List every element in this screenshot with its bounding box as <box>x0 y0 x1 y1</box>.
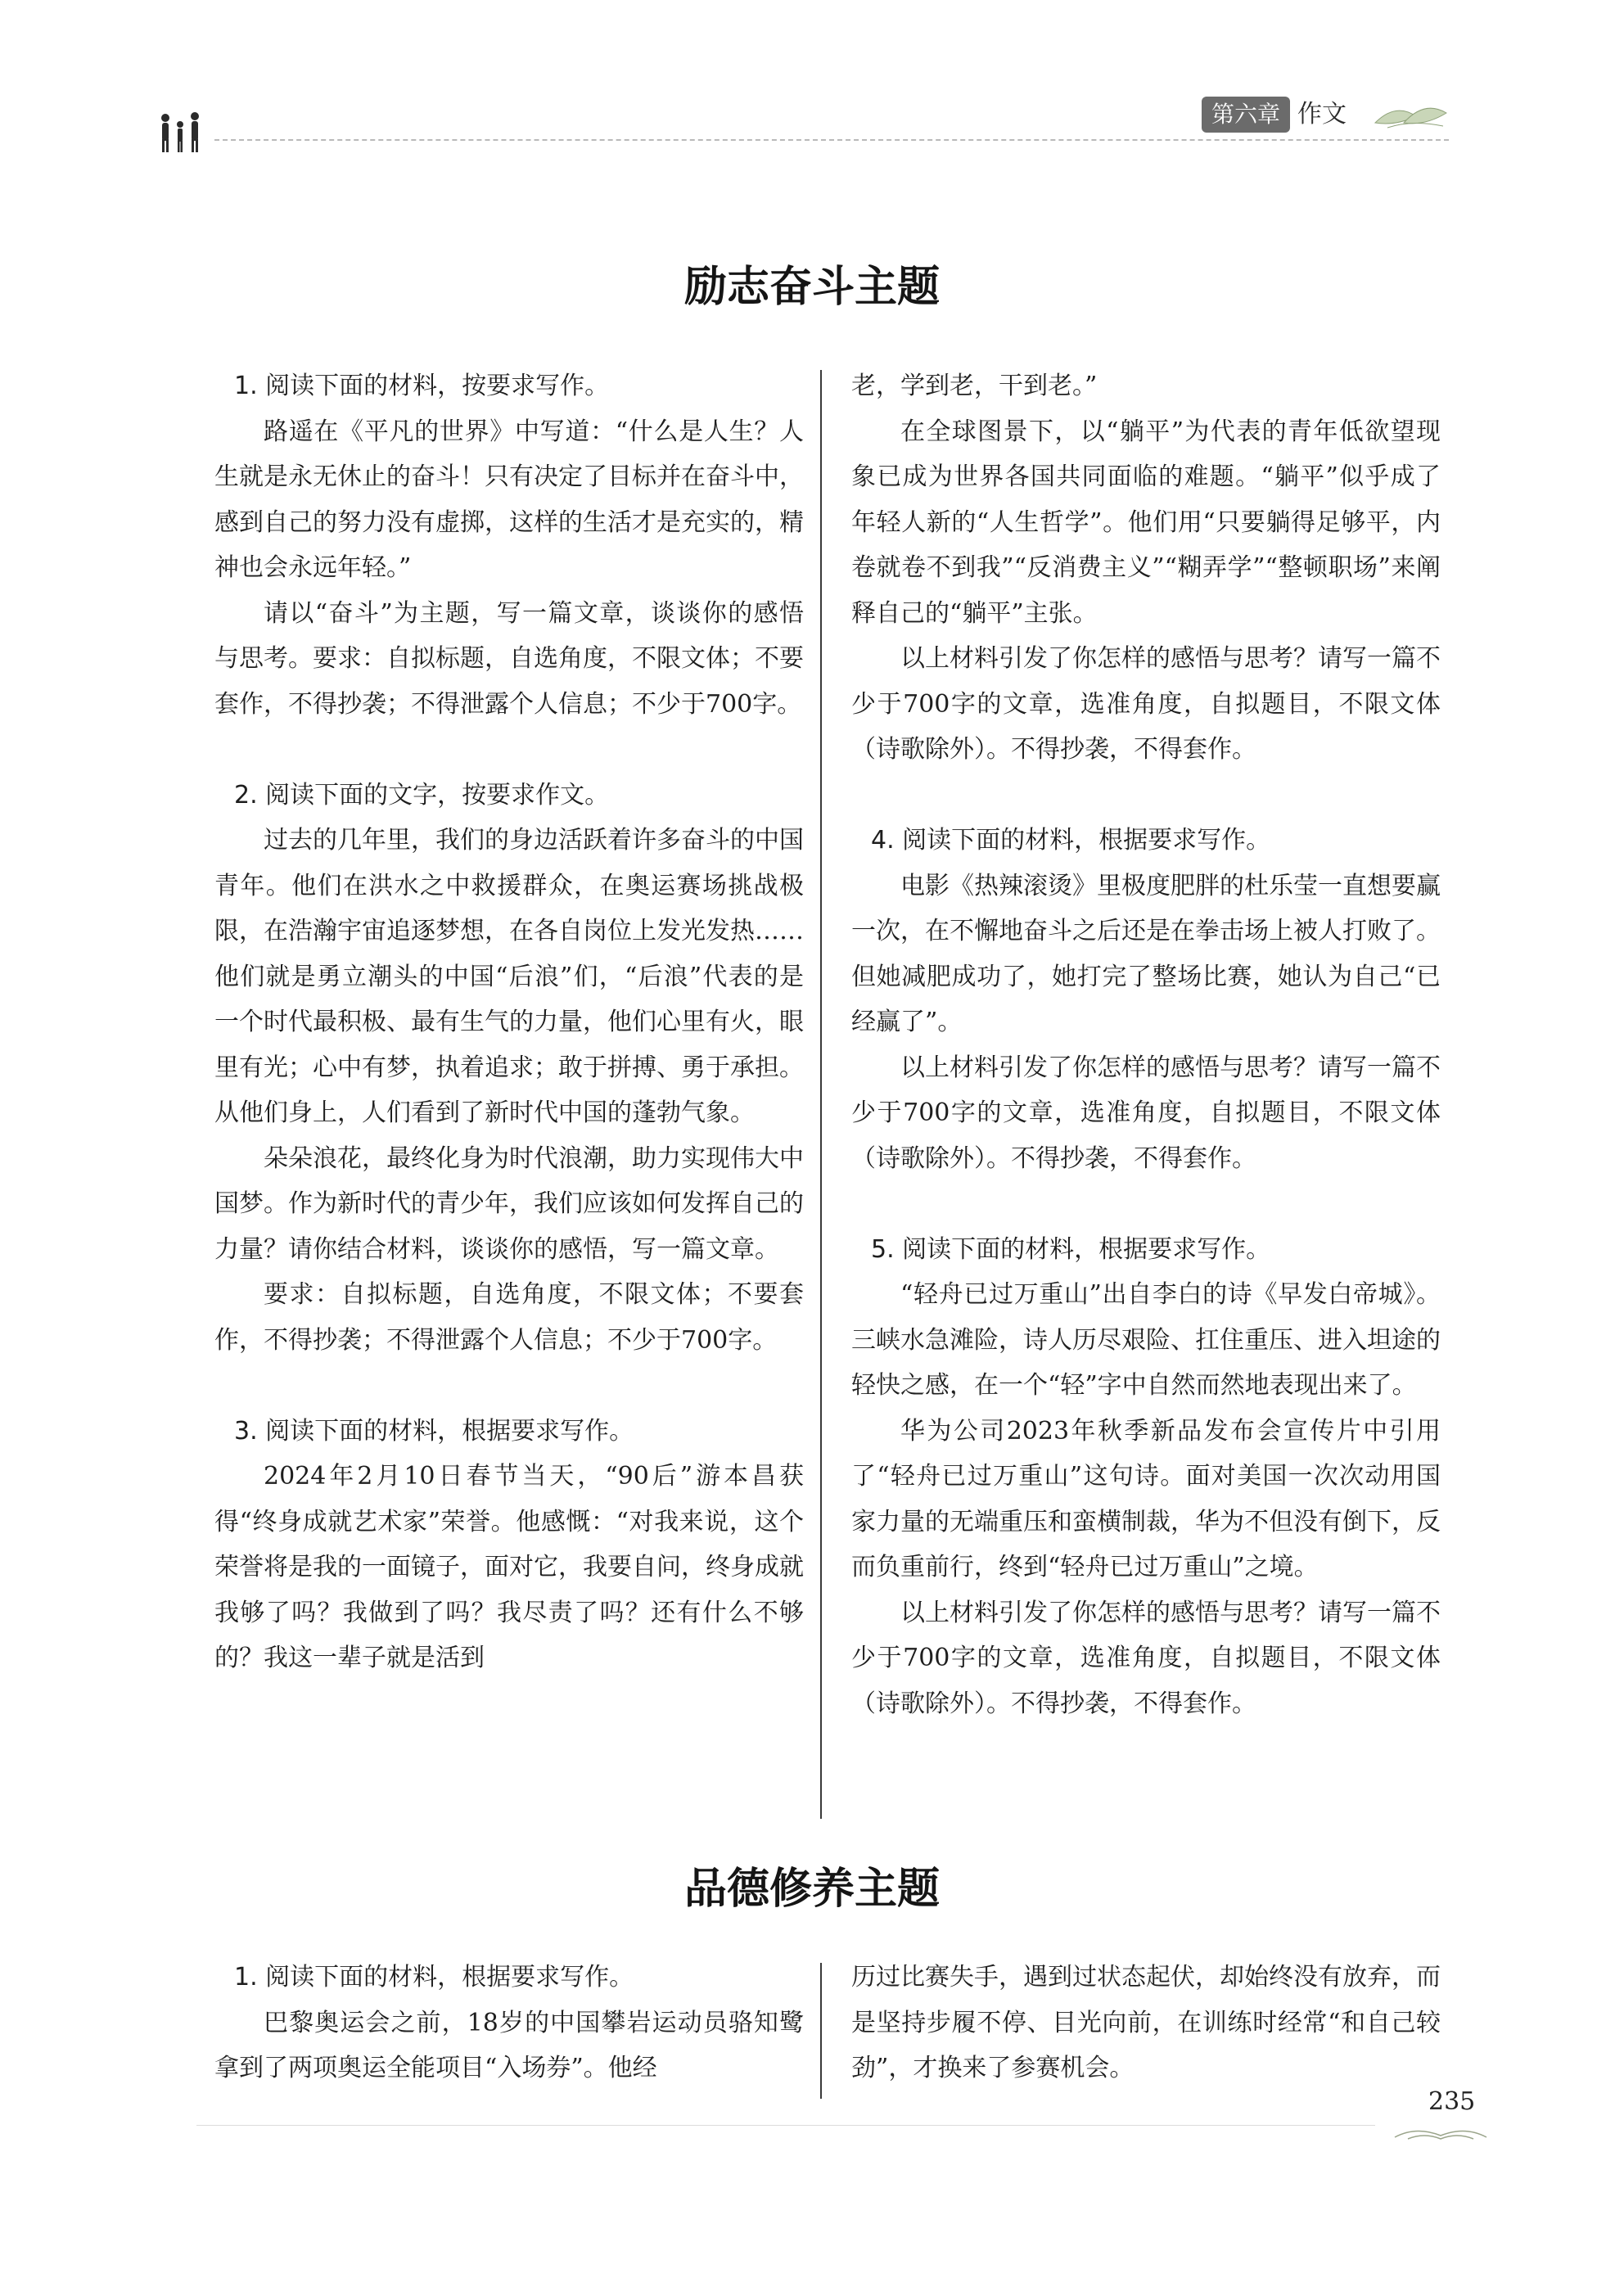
header-dashed-rule <box>214 139 1449 141</box>
leaf-ornament-icon <box>1392 2124 1490 2144</box>
walking-people-icon <box>156 105 213 154</box>
leaf-ornament-icon <box>1371 98 1449 134</box>
question-heading: 4. 阅读下面的材料，根据要求写作。 <box>871 826 1271 855</box>
question-paragraph: 电影《热辣滚烫》里极度肥胖的杜乐莹一直想要赢一次，在不懈地奋斗之后还是在拳击场上被人打败了。但她减肥成功了，她打完了整场比赛，她认为自己“已经赢了”。 <box>851 871 1441 1036</box>
question-paragraph: 华为公司2023年秋季新品发布会宣传片中引用了“轻舟已过万重山”这句诗。面对美国一次次动用国家力量的无端重压和蛮横制裁，华为不但没有倒下，反而负重前行，终到“轻舟已过万重山”之境。 <box>851 1416 1441 1581</box>
question-paragraph: 路遥在《平凡的世界》中写道：“什么是人生？人生就是永无休止的奋斗！只有决定了目标并在奋斗中，感到自己的努力没有虚掷，这样的生活才是充实的，精神也会永远年轻。” <box>214 417 804 582</box>
section-2-left-column <box>214 1955 804 2091</box>
question-paragraph: 以上材料引发了你怎样的感悟与思考？请写一篇不少于700字的文章，选准角度，自拟题目，不限文体（诗歌除外）。不得抄袭，不得套作。 <box>851 644 1441 764</box>
question-paragraph: 请以“奋斗”为主题，写一篇文章，谈谈你的感悟与思考。要求：自拟标题，自选角度，不限文体；不要套作，不得抄袭；不得泄露个人信息；不少于700字。 <box>214 598 804 719</box>
column-divider <box>820 1963 822 2099</box>
question-paragraph: “轻舟已过万重山”出自李白的诗《早发白帝城》。三峡水急滩险，诗人历尽艰险、扛住重压、进入坦途的轻快之感，在一个“轻”字中自然而然地表现出来了。 <box>851 1280 1441 1400</box>
page-header <box>156 97 1449 154</box>
question-heading: 5. 阅读下面的材料，根据要求写作。 <box>871 1234 1271 1264</box>
question-paragraph: 巴黎奥运会之前，18岁的中国攀岩运动员骆知鹭拿到了两项奥运全能项目“入场券”。他经 <box>214 2008 804 2082</box>
section-title-morality: 品德修养主题 <box>683 1865 940 1914</box>
question-paragraph-continued: 老，学到老，干到老。” <box>851 372 1098 400</box>
chapter-title: 作文 <box>1297 100 1347 129</box>
question-paragraph: 以上材料引发了你怎样的感悟与思考？请写一篇不少于700字的文章，选准角度，自拟题目，不限文体（诗歌除外）。不得抄袭，不得套作。 <box>851 1598 1441 1718</box>
section-1-right-column <box>851 363 1441 1726</box>
question-heading: 2. 阅读下面的文字，按要求作文。 <box>234 780 610 810</box>
question-paragraph: 过去的几年里，我们的身边活跃着许多奋斗的中国青年。他们在洪水之中救援群众，在奥运赛场挑战极限，在浩瀚宇宙追逐梦想，在各自岗位上发光发热……他们就是勇立潮头的中国“后浪”们，“后浪”代表的是一个时代最积极、最有生气的力量，他们心里有火，眼里有光；心中有梦，执着追求；敢于拼搏、勇于承担。从他们身上，人们看到了新时代中国的蓬勃气象。 <box>214 826 804 1127</box>
question-paragraph: 以上材料引发了你怎样的感悟与思考？请写一篇不少于700字的文章，选准角度，自拟题目，不限文体（诗歌除外）。不得抄袭，不得套作。 <box>851 1053 1441 1173</box>
question-paragraph-continued: 历过比赛失手，遇到过状态起伏，却始终没有放弃，而是坚持步履不停、目光向前，在训练时经常“和自己较劲”，才换来了参赛机会。 <box>851 1963 1441 2082</box>
chapter-badge: 第六章 <box>1202 97 1290 133</box>
question-paragraph: 朵朵浪花，最终化身为时代浪潮，助力实现伟大中国梦。作为新时代的青少年，我们应该如何发挥自己的力量？请你结合材料，谈谈你的感悟，写一篇文章。 <box>214 1143 804 1264</box>
question-heading: 1. 阅读下面的材料，按要求写作。 <box>234 372 610 400</box>
page-number: 235 <box>1428 2087 1476 2116</box>
question-heading: 1. 阅读下面的材料，根据要求写作。 <box>234 1963 634 1992</box>
column-divider <box>820 370 822 1819</box>
section-1-left-column <box>214 363 804 1681</box>
footer-rule <box>196 2125 1375 2126</box>
question-paragraph: 2024年2月10日春节当天，“90后”游本昌获得“终身成就艺术家”荣誉。他感慨：“对我来说，这个荣誉将是我的一面镜子，面对它，我要自问，终身成就我够了吗？我做到了吗？我尽责了吗？还有什么不够的？我这一辈子就是活到 <box>214 1462 804 1672</box>
question-paragraph: 在全球图景下，以“躺平”为代表的青年低欲望现象已成为世界各国共同面临的难题。“躺平”似乎成了年轻人新的“人生哲学”。他们用“只要躺得足够平，内卷就卷不到我”“反消费主义”“糊弄学”“整顿职场”来阐释自己的“躺平”主张。 <box>851 417 1441 628</box>
section-2-right-column <box>851 1955 1441 2091</box>
section-title-striving: 励志奋斗主题 <box>683 263 940 312</box>
question-paragraph: 要求：自拟标题，自选角度，不限文体；不要套作，不得抄袭；不得泄露个人信息；不少于700字。 <box>214 1280 804 1355</box>
question-heading: 3. 阅读下面的材料，根据要求写作。 <box>234 1416 634 1446</box>
